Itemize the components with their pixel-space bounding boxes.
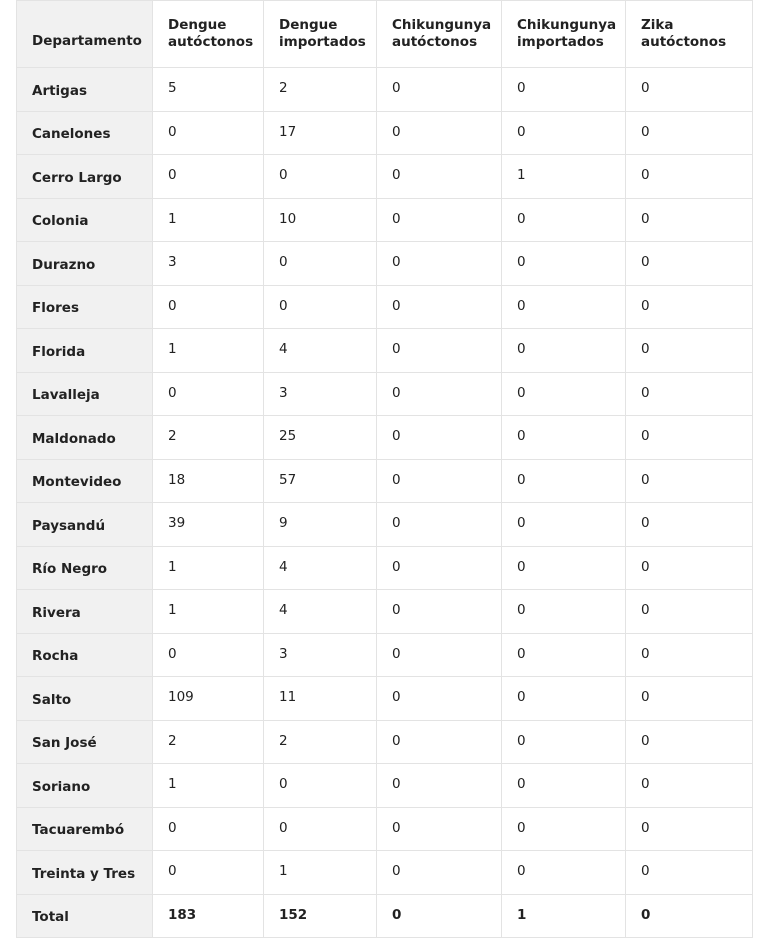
table-cell: 0	[502, 372, 626, 416]
table-cell: 39	[153, 503, 264, 547]
table-cell: 0	[377, 633, 502, 677]
table-cell: 0	[153, 851, 264, 895]
column-header-text: autóctonos	[168, 34, 254, 50]
row-header-departamento: Salto	[17, 677, 153, 721]
table-cell: 0	[264, 242, 377, 286]
table-cell: 0	[377, 372, 502, 416]
table-row	[17, 111, 753, 155]
table-row	[17, 242, 753, 286]
table-cell: 0	[264, 285, 377, 329]
table-cell: 0	[626, 503, 753, 547]
table-cell: 0	[153, 285, 264, 329]
table-cell: 0	[377, 720, 502, 764]
column-header-dengue-autoctonos	[153, 1, 264, 68]
table-cell: 0	[626, 372, 753, 416]
total-row	[17, 894, 753, 938]
row-header-departamento: Total	[17, 894, 153, 938]
table-container	[16, 0, 744, 926]
table-cell: 0	[626, 894, 753, 938]
table-cell: 0	[377, 459, 502, 503]
table-cell: 1	[153, 546, 264, 590]
table-row	[17, 720, 753, 764]
table-cell: 0	[377, 329, 502, 373]
table-row	[17, 372, 753, 416]
column-header-text: Dengue	[168, 17, 227, 33]
table-cell: 10	[264, 198, 377, 242]
table-cell: 1	[264, 851, 377, 895]
table-cell: 0	[502, 546, 626, 590]
table-cell: 0	[626, 416, 753, 460]
table-cell: 0	[377, 764, 502, 808]
table-cell: 3	[264, 633, 377, 677]
table-cell: 0	[502, 242, 626, 286]
table-cell: 0	[377, 68, 502, 112]
row-header-departamento: Treinta y Tres	[17, 851, 153, 895]
row-header-departamento: Lavalleja	[17, 372, 153, 416]
table-cell: 1	[153, 329, 264, 373]
table-header	[17, 1, 753, 68]
table-cell: 0	[377, 851, 502, 895]
table-cell: 0	[502, 677, 626, 721]
table-cell: 0	[377, 546, 502, 590]
table-cell: 57	[264, 459, 377, 503]
table-row	[17, 503, 753, 547]
table-cell: 0	[264, 155, 377, 199]
column-header-text: autóctonos	[392, 34, 478, 50]
table-row	[17, 285, 753, 329]
table-cell: 1	[502, 894, 626, 938]
header-row	[17, 1, 753, 68]
row-header-departamento: Flores	[17, 285, 153, 329]
table-cell: 0	[626, 285, 753, 329]
table-row	[17, 546, 753, 590]
column-header-text: autóctonos	[641, 34, 727, 50]
table-cell: 9	[264, 503, 377, 547]
table-cell: 0	[377, 807, 502, 851]
table-cell: 3	[264, 372, 377, 416]
row-header-departamento: San José	[17, 720, 153, 764]
table-cell: 0	[626, 155, 753, 199]
column-header-text: Chikungunya	[392, 17, 492, 33]
table-cell: 1	[153, 764, 264, 808]
table-cell: 4	[264, 546, 377, 590]
table-cell: 4	[264, 590, 377, 634]
table-cell: 17	[264, 111, 377, 155]
table-row	[17, 633, 753, 677]
table-row	[17, 155, 753, 199]
table-cell: 109	[153, 677, 264, 721]
table-cell: 0	[626, 590, 753, 634]
table-cell: 0	[153, 155, 264, 199]
table-cell: 0	[626, 677, 753, 721]
table-cell: 0	[377, 285, 502, 329]
column-header-text: importados	[279, 34, 366, 50]
table-cell: 0	[377, 894, 502, 938]
table-cell: 0	[626, 633, 753, 677]
table-cell: 2	[153, 416, 264, 460]
column-header-text: Departamento	[32, 32, 142, 49]
table-row	[17, 198, 753, 242]
table-row	[17, 590, 753, 634]
table-body	[17, 68, 753, 938]
table-cell: 0	[153, 372, 264, 416]
table-row	[17, 329, 753, 373]
table-cell: 0	[626, 68, 753, 112]
table-row	[17, 677, 753, 721]
table-cell: 0	[626, 198, 753, 242]
table-cell: 0	[626, 851, 753, 895]
table-cell: 11	[264, 677, 377, 721]
column-header-dengue-importados	[264, 1, 377, 68]
row-header-departamento: Maldonado	[17, 416, 153, 460]
table-cell: 1	[153, 198, 264, 242]
column-header-departamento	[17, 1, 153, 68]
table-cell: 25	[264, 416, 377, 460]
row-header-departamento: Paysandú	[17, 503, 153, 547]
table-row	[17, 68, 753, 112]
table-cell: 2	[264, 720, 377, 764]
table-cell: 0	[377, 242, 502, 286]
table-cell: 0	[502, 68, 626, 112]
table-cell: 0	[626, 764, 753, 808]
table-cell: 0	[502, 416, 626, 460]
table-cell: 0	[626, 242, 753, 286]
row-header-departamento: Canelones	[17, 111, 153, 155]
table-cell: 0	[626, 329, 753, 373]
table-cell: 0	[626, 720, 753, 764]
table-cell: 0	[502, 503, 626, 547]
column-header-zika-autoctonos	[626, 1, 753, 68]
table-cell: 18	[153, 459, 264, 503]
table-cell: 0	[264, 764, 377, 808]
table-cell: 0	[153, 807, 264, 851]
table-cell: 0	[377, 111, 502, 155]
table-row	[17, 764, 753, 808]
table-cell: 0	[377, 677, 502, 721]
cases-table	[16, 0, 753, 938]
table-cell: 0	[377, 590, 502, 634]
table-cell: 0	[502, 459, 626, 503]
table-cell: 0	[502, 198, 626, 242]
row-header-departamento: Colonia	[17, 198, 153, 242]
table-cell: 1	[502, 155, 626, 199]
table-cell: 0	[502, 590, 626, 634]
row-header-departamento: Río Negro	[17, 546, 153, 590]
table-cell: 4	[264, 329, 377, 373]
table-row	[17, 416, 753, 460]
table-cell: 183	[153, 894, 264, 938]
table-cell: 0	[502, 285, 626, 329]
table-cell: 0	[502, 720, 626, 764]
table-row	[17, 459, 753, 503]
table-cell: 0	[377, 503, 502, 547]
table-cell: 3	[153, 242, 264, 286]
table-row	[17, 807, 753, 851]
row-header-departamento: Florida	[17, 329, 153, 373]
row-header-departamento: Artigas	[17, 68, 153, 112]
table-cell: 0	[502, 851, 626, 895]
table-cell: 0	[264, 807, 377, 851]
row-header-departamento: Rocha	[17, 633, 153, 677]
table-cell: 0	[626, 459, 753, 503]
table-cell: 0	[377, 198, 502, 242]
column-header-chikungunya-autoctonos	[377, 1, 502, 68]
row-header-departamento: Rivera	[17, 590, 153, 634]
table-cell: 0	[626, 111, 753, 155]
table-cell: 1	[153, 590, 264, 634]
row-header-departamento: Tacuarembó	[17, 807, 153, 851]
row-header-departamento: Durazno	[17, 242, 153, 286]
table-cell: 2	[153, 720, 264, 764]
row-header-departamento: Soriano	[17, 764, 153, 808]
table-cell: 2	[264, 68, 377, 112]
table-cell: 0	[502, 633, 626, 677]
table-cell: 5	[153, 68, 264, 112]
table-cell: 0	[153, 633, 264, 677]
table-cell: 0	[626, 807, 753, 851]
table-cell: 0	[502, 807, 626, 851]
table-cell: 0	[502, 111, 626, 155]
table-cell: 0	[626, 546, 753, 590]
table-row	[17, 851, 753, 895]
table-cell: 152	[264, 894, 377, 938]
column-header-chikungunya-importados	[502, 1, 626, 68]
row-header-departamento: Montevideo	[17, 459, 153, 503]
table-cell: 0	[502, 329, 626, 373]
column-header-text: Zika	[641, 17, 674, 33]
table-cell: 0	[377, 416, 502, 460]
column-header-text: importados	[517, 34, 604, 50]
column-header-text: Dengue	[279, 17, 338, 33]
table-cell: 0	[377, 155, 502, 199]
column-header-text: Chikungunya	[517, 17, 617, 33]
table-cell: 0	[502, 764, 626, 808]
row-header-departamento: Cerro Largo	[17, 155, 153, 199]
table-cell: 0	[153, 111, 264, 155]
